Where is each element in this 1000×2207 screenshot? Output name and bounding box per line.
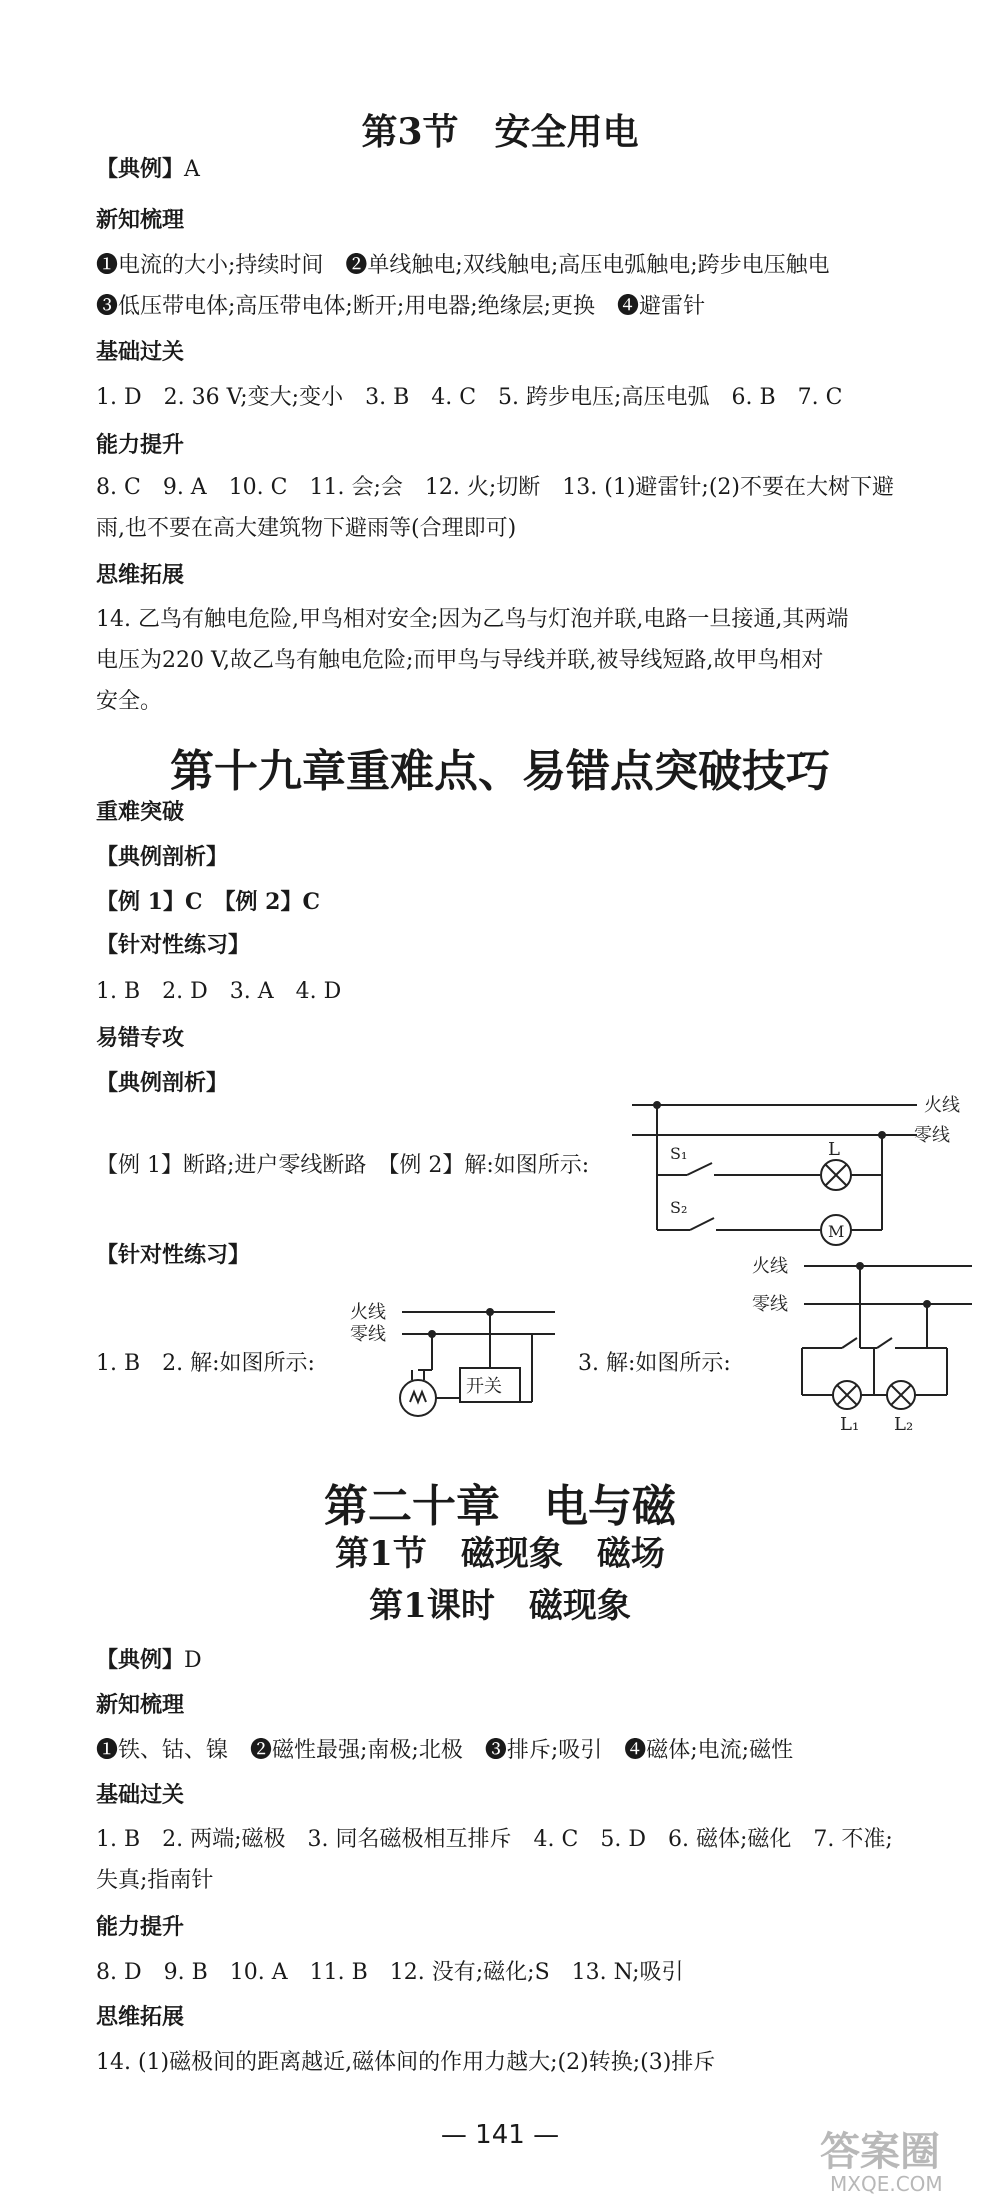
text-line: 8. C 9. A 10. C 11. 会;会 12. 火;切断 13. (1)避雷针;(2)不要在大树下避 xyxy=(96,475,895,500)
text-line: 电压为220 V,故乙鸟有触电危险;而甲鸟与导线并联,被导线短路,故甲鸟相对 xyxy=(96,648,824,673)
switch-label: 开关 xyxy=(466,1376,502,1397)
switch-s2-label: S₂ xyxy=(670,1198,688,1217)
text-line: 14. (1)磁极间的距离越近,磁体间的作用力越大;(2)转换;(3)排斥 xyxy=(96,2050,716,2075)
live-label: 火线 xyxy=(350,1302,386,1323)
text-line: 安全。 xyxy=(96,689,163,714)
lamp-label: L xyxy=(828,1139,840,1160)
text-line: 3. 解:如图所示: xyxy=(578,1351,731,1376)
text-line: 8. D 9. B 10. A 11. B 12. 没有;磁化;S 13. N;吸引 xyxy=(96,1960,684,1985)
circuit-diagram-3 xyxy=(752,1250,977,1435)
subsection-label: 能力提升 xyxy=(96,1915,185,1940)
neutral-label: 零线 xyxy=(350,1324,386,1345)
circuit-diagram-1 xyxy=(632,1085,962,1260)
watermark-logo: 答案圈 xyxy=(820,2129,940,2175)
switch-1 xyxy=(842,1338,857,1348)
switch-s1-label: S₁ xyxy=(670,1144,688,1163)
subsection-label: 新知梳理 xyxy=(96,1693,185,1718)
text-line: 1. B 2. 解:如图所示: xyxy=(96,1351,315,1376)
text-line: ❶铁、钴、镍 ❷磁性最强;南极;北极 ❸排斥;吸引 ❹磁体;电流;磁性 xyxy=(96,1738,794,1763)
subsection-label: 【典例剖析】 xyxy=(96,1071,229,1096)
neutral-label: 零线 xyxy=(752,1294,788,1315)
subsection-label: 思维拓展 xyxy=(96,2005,185,2030)
chapter-title: 第二十章 电与磁 xyxy=(324,1481,676,1532)
switch-2 xyxy=(877,1338,892,1348)
section-title: 第3节 安全用电 xyxy=(361,111,639,153)
subsection-label: 易错专攻 xyxy=(96,1026,185,1051)
text-line: 【例 1】C 【例 2】C xyxy=(96,889,320,915)
example-label: 【典例】 xyxy=(96,157,185,182)
lamp-l2-label: L₂ xyxy=(894,1414,914,1435)
text-line: 1. B 2. D 3. A 4. D xyxy=(96,979,342,1004)
subsection-label: 思维拓展 xyxy=(96,563,185,588)
subsection-label: 能力提升 xyxy=(96,433,185,458)
bulb-icon xyxy=(400,1380,436,1416)
text-line: 【例 1】断路;进户零线断路 【例 2】解:如图所示: xyxy=(96,1153,590,1178)
subsection-label: 重难突破 xyxy=(96,800,185,825)
watermark-url: MXQE.COM xyxy=(830,2172,943,2196)
text-line: 14. 乙鸟有触电危险,甲鸟相对安全;因为乙鸟与灯泡并联,电路一旦接通,其两端 xyxy=(96,607,849,632)
live-label: 火线 xyxy=(924,1095,960,1116)
text-line: ❸低压带电体;高压带电体;断开;用电器;绝缘层;更换 ❹避雷针 xyxy=(96,294,706,319)
example-line xyxy=(96,152,200,183)
subsection-label: 新知梳理 xyxy=(96,208,185,233)
live-label: 火线 xyxy=(752,1256,788,1277)
text-line: 1. D 2. 36 V;变大;变小 3. B 4. C 5. 跨步电压;高压电弧 6. B 7. C xyxy=(96,385,843,410)
example-label: 【典例】 xyxy=(96,1648,185,1673)
neutral-label: 零线 xyxy=(914,1125,950,1146)
example-line xyxy=(96,1643,202,1674)
lamp-l1-label: L₁ xyxy=(840,1414,860,1435)
text-line: 失真;指南针 xyxy=(96,1868,214,1893)
switch-s1 xyxy=(687,1163,712,1175)
text-line: 雨,也不要在高大建筑物下避雨等(合理即可) xyxy=(96,516,517,541)
subsection-label: 基础过关 xyxy=(96,1783,185,1808)
subsection-label: 【典例剖析】 xyxy=(96,845,229,870)
example-answer: A xyxy=(184,157,200,182)
text-line: ❶电流的大小;持续时间 ❷单线触电;双线触电;高压电弧触电;跨步电压触电 xyxy=(96,253,830,278)
motor-label: M xyxy=(828,1222,845,1241)
page-number: — 141 — xyxy=(440,2120,560,2150)
subsection-label: 【针对性练习】 xyxy=(96,1243,251,1268)
circuit-diagram-2 xyxy=(350,1290,560,1425)
subsection-label: 【针对性练习】 xyxy=(96,933,251,958)
switch-s2 xyxy=(690,1218,714,1230)
subsection-label: 基础过关 xyxy=(96,340,185,365)
example-answer: D xyxy=(184,1648,202,1673)
text-line: 1. B 2. 两端;磁极 3. 同名磁极相互排斥 4. C 5. D 6. 磁体;磁化 7. 不准; xyxy=(96,1827,893,1852)
section-title: 第1节 磁现象 磁场 xyxy=(335,1534,665,1574)
chapter-review-title: 第十九章重难点、易错点突破技巧 xyxy=(170,746,830,797)
lesson-title: 第1课时 磁现象 xyxy=(369,1586,631,1626)
